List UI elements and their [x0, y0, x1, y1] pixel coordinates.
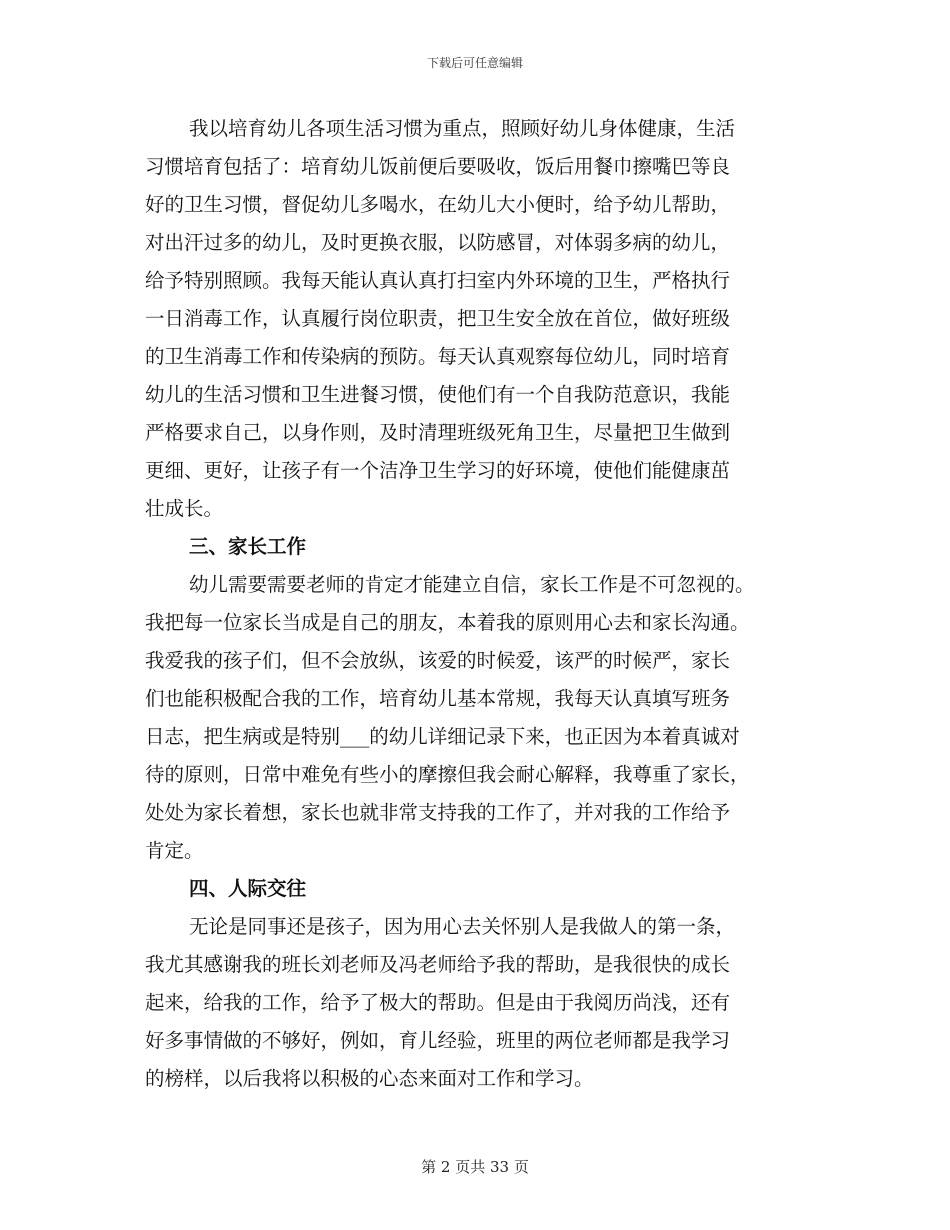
page-header: 下载后可任意编辑 [426, 56, 523, 70]
text-line: 更细、更好，让孩子有一个洁净卫生学习的好环境，使他们能健康茁 [145, 459, 731, 482]
text-line: 起来，给我的工作，给予了极大的帮助。但是由于我阅历尚浅，还有 [145, 991, 731, 1014]
text-line: 幼儿的生活习惯和卫生进餐习惯，使他们有一个自我防范意识，我能 [145, 383, 731, 406]
text-line: 待的原则，日常中难免有些小的摩擦但我会耐心解释，我尊重了家长， [145, 763, 750, 786]
text-line: 严格要求自己，以身作则，及时清理班级死角卫生，尽量把卫生做到 [145, 421, 731, 444]
text-line: 们也能积极配合我的工作，培育幼儿基本常规，我每天认真填写班务 [145, 687, 731, 710]
text-line: 好多事情做的不够好，例如，育儿经验，班里的两位老师都是我学习 [145, 1029, 731, 1052]
text-line: 幼儿需要需要老师的肯定才能建立自信，家长工作是不可忽视的。 [189, 573, 755, 596]
text-line: 无论是同事还是孩子，因为用心去关怀别人是我做人的第一条， [189, 915, 736, 938]
text-line: 好的卫生习惯，督促幼儿多喝水，在幼儿大小便时，给予幼儿帮助， [145, 193, 731, 216]
text-line: 给予特别照顾。我每天能认真认真打扫室内外环境的卫生，严格执行 [145, 269, 731, 292]
text-line: 壮成长。 [145, 497, 224, 520]
text-line: 习惯培育包括了：培育幼儿饭前便后要吸收，饭后用餐巾擦嘴巴等良 [145, 155, 731, 178]
text-line: 我把每一位家长当成是自己的朋友，本着我的原则用心去和家长沟通。 [145, 611, 750, 634]
section-heading-relations: 四、人际交往 [189, 877, 307, 900]
paragraph-relations [145, 908, 810, 1098]
text-line: 我尤其感谢我的班长刘老师及冯老师给予我的帮助，是我很快的成长 [145, 953, 731, 976]
text-line: 的卫生消毒工作和传染病的预防。每天认真观察每位幼儿，同时培育 [145, 345, 731, 368]
paragraph-hygiene [145, 110, 810, 528]
text-line: 一日消毒工作，认真履行岗位职责，把卫生安全放在首位，做好班级 [145, 307, 731, 330]
paragraph-parents [145, 566, 810, 870]
document-body [145, 110, 810, 1098]
text-line: 日志，把生病或是特别___的幼儿详细记录下来，也正因为本着真诚对 [145, 725, 740, 748]
text-line: 我以培育幼儿各项生活习惯为重点，照顾好幼儿身体健康，生活 [189, 117, 736, 140]
text-line: 我爱我的孩子们，但不会放纵，该爱的时候爱，该严的时候严，家长 [145, 649, 731, 672]
text-line: 处处为家长着想，家长也就非常支持我的工作了，并对我的工作给予 [145, 801, 731, 824]
text-line: 肯定。 [145, 839, 204, 862]
section-heading-parents: 三、家长工作 [189, 535, 307, 558]
text-line: 的榜样，以后我将以积极的心态来面对工作和学习。 [145, 1067, 594, 1090]
text-line: 对出汗过多的幼儿，及时更换衣服，以防感冒，对体弱多病的幼儿， [145, 231, 731, 254]
page-footer: 第 2 页共 33 页 [421, 1158, 529, 1176]
